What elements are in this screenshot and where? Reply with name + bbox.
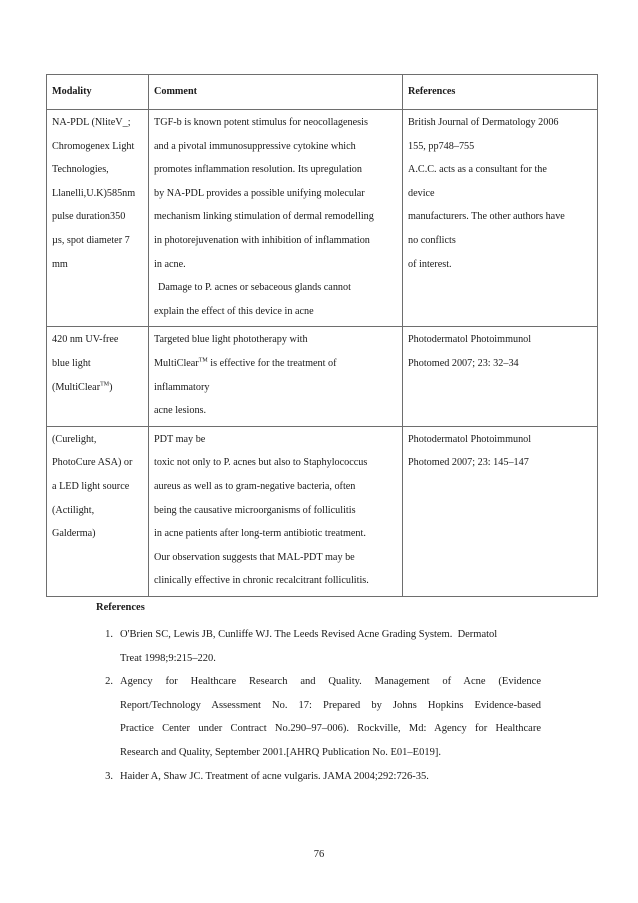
- cell-line: inflammatory: [154, 381, 210, 393]
- table-row: [47, 426, 598, 596]
- table-row: [47, 327, 598, 426]
- cell-line: in acne patients after long-term antibiotic treatment.: [154, 528, 366, 540]
- cell-line: acne lesions.: [154, 405, 207, 417]
- cell-line: pulse duration350: [52, 211, 126, 223]
- cell-line: promotes inflammation resolution. Its upregulation: [154, 164, 362, 176]
- reference-line: Agency for Healthcare Research and Quality. Management of Acne (Evidence: [120, 676, 541, 688]
- cell-line: [52, 376, 143, 400]
- cell-line: in photorejuvenation with inhibition of inflammation: [154, 234, 370, 246]
- reference-item: [96, 670, 541, 764]
- references-cell: [403, 327, 598, 426]
- reference-line: Practice Center under Contract No.290–97–006). Rockville, Md: Agency for Healthcare: [120, 723, 541, 735]
- references-list: [96, 623, 541, 788]
- cell-line: Technologies,: [52, 164, 109, 176]
- cell-line: mechanism linking stimulation of dermal remodelling: [154, 211, 374, 223]
- header-comment: Comment: [149, 75, 403, 110]
- header-references: References: [403, 75, 598, 110]
- cell-line: device: [408, 187, 435, 199]
- modality-cell: [47, 110, 149, 327]
- cell-line: TGF-b is known potent stimulus for neocollagenesis: [154, 117, 368, 128]
- cell-text: (MultiClear: [52, 381, 101, 393]
- cell-line: and a pivotal immunosuppressive cytokine which: [154, 140, 356, 152]
- table-row: [47, 110, 598, 327]
- reference-number: 1.: [105, 629, 113, 640]
- cell-line: being the causative microorganisms of folliculitis: [154, 504, 356, 516]
- reference-item: [96, 623, 541, 670]
- cell-text: MultiClear: [154, 357, 199, 369]
- cell-line: in acne.: [154, 258, 186, 270]
- reference-line: Research and Quality, September 2001.[AHRQ Publication No. E01–E019].: [120, 746, 441, 758]
- reference-line: O'Brien SC, Lewis JB, Cunliffe WJ. The Leeds Revised Acne Grading System. Dermatol: [120, 629, 498, 640]
- cell-line: manufacturers. The other authors have: [408, 211, 565, 223]
- cell-line: Photodermatol Photoimmunol: [408, 334, 532, 346]
- cell-line: Galderma): [52, 528, 96, 540]
- cell-line: a LED light source: [52, 480, 130, 492]
- cell-line: Photomed 2007; 23: 32–34: [408, 357, 519, 369]
- cell-line: µs, spot diameter 7: [52, 234, 130, 246]
- comparison-table: [46, 74, 598, 597]
- cell-line: aureus as well as to gram-negative bacteria, often: [154, 480, 356, 492]
- modality-cell: [47, 426, 149, 596]
- reference-line: Report/Technology Assessment No. 17: Prepared by Johns Hopkins Evidence-based: [120, 699, 541, 711]
- cell-line: (Curelight,: [52, 433, 97, 445]
- cell-line: 420 nm UV-free: [52, 334, 119, 346]
- cell-line: (Actilight,: [52, 504, 95, 516]
- cell-line: Llanelli,U.K)585nm: [52, 187, 136, 199]
- reference-number: 3.: [105, 770, 113, 782]
- reference-line: Treat 1998;9:215–220.: [120, 652, 216, 664]
- cell-text: is effective for the treatment of: [207, 357, 337, 369]
- cell-line: Damage to P. acnes or sebaceous glands cannot: [158, 282, 351, 294]
- page-number: 76: [313, 849, 325, 860]
- header-modality: Modality: [47, 75, 149, 110]
- cell-line: clinically effective in chronic recalcitrant folliculitis.: [154, 575, 369, 587]
- cell-line: of interest.: [408, 258, 452, 270]
- reference-number: 2.: [105, 676, 113, 688]
- cell-line: A.C.C. acts as a consultant for the: [408, 164, 547, 176]
- trademark-mark: TM: [100, 381, 110, 388]
- modality-cell: [47, 327, 149, 426]
- comment-cell: [149, 327, 403, 426]
- cell-line: mm: [52, 258, 68, 270]
- cell-line: Our observation suggests that MAL-PDT may be: [154, 551, 355, 563]
- cell-line: Photodermatol Photoimmunol: [408, 433, 532, 445]
- cell-line: PhotoCure ASA) or: [52, 457, 133, 469]
- cell-line: by NA-PDL provides a possible unifying molecular: [154, 187, 365, 199]
- cell-line: Targeted blue light phototherapy with: [154, 334, 308, 346]
- cell-line: [154, 352, 397, 376]
- cell-line: Chromogenex Light: [52, 140, 135, 152]
- trademark-mark: TM: [198, 357, 208, 364]
- cell-text: ): [109, 381, 113, 393]
- cell-line: 155, pp748–755: [408, 140, 475, 152]
- references-cell: [403, 110, 598, 327]
- cell-line: explain the effect of this device in acne: [154, 305, 314, 317]
- cell-line: blue light: [52, 357, 91, 369]
- cell-line: no conflicts: [408, 234, 456, 246]
- comment-cell: [149, 426, 403, 596]
- cell-line: Photomed 2007; 23: 145–147: [408, 457, 529, 469]
- table-header-row: [47, 75, 598, 110]
- reference-line: Haider A, Shaw JC. Treatment of acne vulgaris. JAMA 2004;292:726-35.: [120, 770, 429, 782]
- references-heading: References: [96, 602, 145, 613]
- comment-cell: [149, 110, 403, 327]
- reference-item: [96, 765, 541, 789]
- cell-line: NA-PDL (NliteV_;: [52, 117, 131, 128]
- cell-line: toxic not only to P. acnes but also to Staphylococcus: [154, 457, 368, 469]
- references-cell: [403, 426, 598, 596]
- cell-line: PDT may be: [154, 433, 206, 445]
- cell-line: British Journal of Dermatology 2006: [408, 117, 559, 128]
